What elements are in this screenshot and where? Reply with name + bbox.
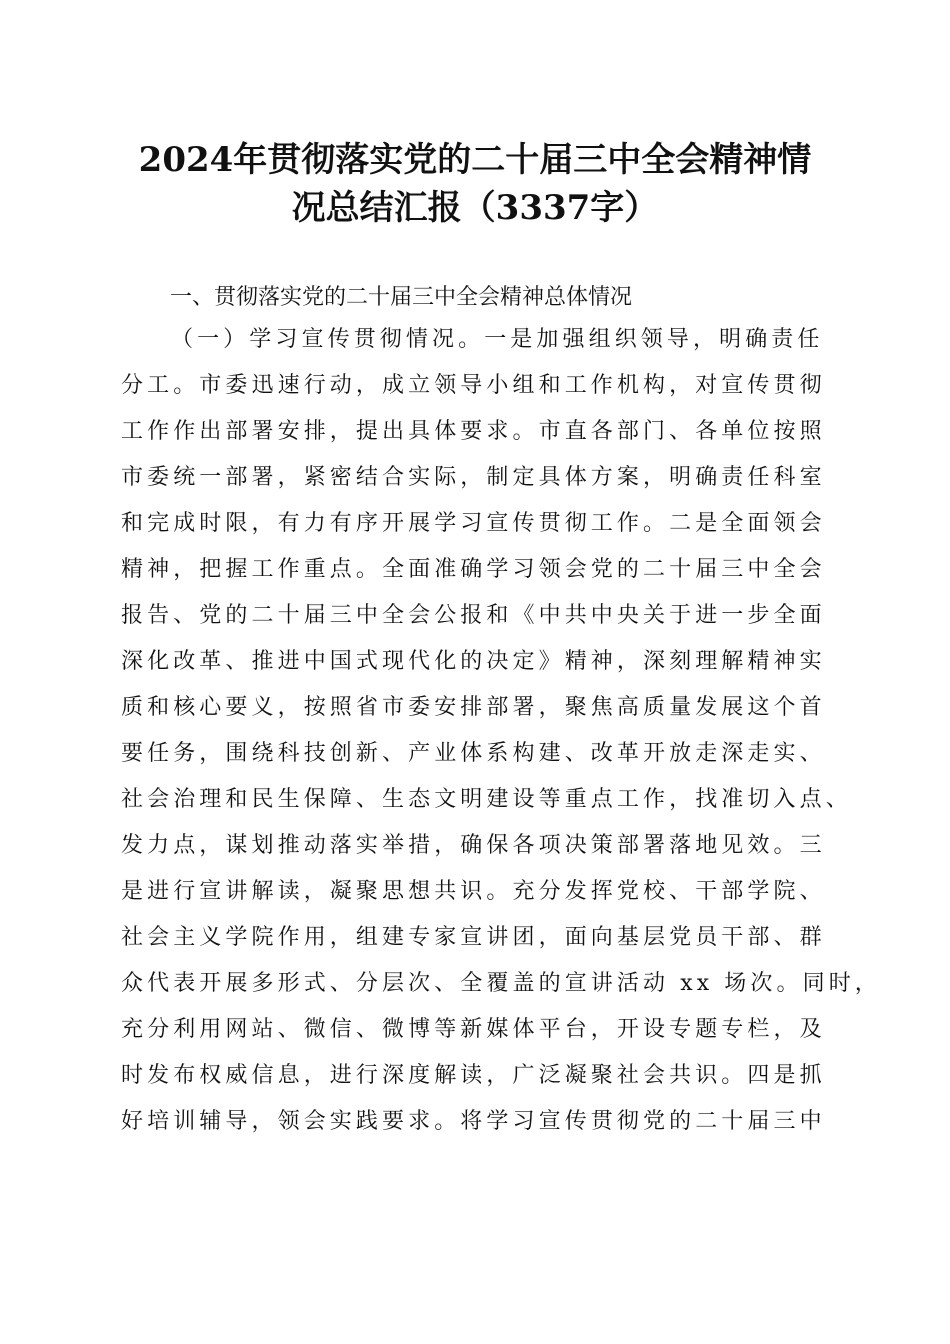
body-line: 发力点，谋划推动落实举措，确保各项决策部署落地见效。三 (121, 833, 826, 858)
body-line: 好培训辅导，领会实践要求。将学习宣传贯彻党的二十届三中 (121, 1109, 826, 1134)
body-line: （一）学习宣传贯彻情况。一是加强组织领导，明确责任 (171, 327, 824, 352)
body-line: 报告、党的二十届三中全会公报和《中共中央关于进一步全面 (121, 603, 826, 628)
body-line: 和完成时限，有力有序开展学习宣传贯彻工作。二是全面领会 (121, 511, 826, 536)
body-line: 深化改革、推进中国式现代化的决定》精神，深刻理解精神实 (121, 649, 826, 674)
body-line: 充分利用网站、微信、微博等新媒体平台，开设专题专栏，及 (121, 1017, 826, 1042)
section-heading: 一、贯彻落实党的二十届三中全会精神总体情况 (170, 285, 633, 310)
body-line: 社会主义学院作用，组建专家宣讲团，面向基层党员干部、群 (121, 925, 826, 950)
body-line: 质和核心要义，按照省市委安排部署，聚焦高质量发展这个首 (121, 695, 826, 720)
body-line: 精神，把握工作重点。全面准确学习领会党的二十届三中全会 (121, 557, 826, 582)
document-title-line-2: 况总结汇报（3337字） (291, 188, 659, 228)
document-title-line-1: 2024年贯彻落实党的二十届三中全会精神情 (138, 140, 812, 180)
body-line: 工作作出部署安排，提出具体要求。市直各部门、各单位按照 (121, 419, 826, 444)
body-line: 分工。市委迅速行动，成立领导小组和工作机构，对宣传贯彻 (121, 373, 826, 398)
body-line: 时发布权威信息，进行深度解读，广泛凝聚社会共识。四是抓 (121, 1063, 826, 1088)
body-line: 社会治理和民生保障、生态文明建设等重点工作，找准切入点、 (121, 787, 852, 812)
body-line: 要任务，围绕科技创新、产业体系构建、改革开放走深走实、 (121, 741, 826, 766)
body-line: 市委统一部署，紧密结合实际，制定具体方案，明确责任科室 (121, 465, 826, 490)
body-line: 众代表开展多形式、分层次、全覆盖的宣讲活动 xx 场次。同时， (121, 971, 881, 996)
body-line: 是进行宣讲解读，凝聚思想共识。充分发挥党校、干部学院、 (121, 879, 826, 904)
